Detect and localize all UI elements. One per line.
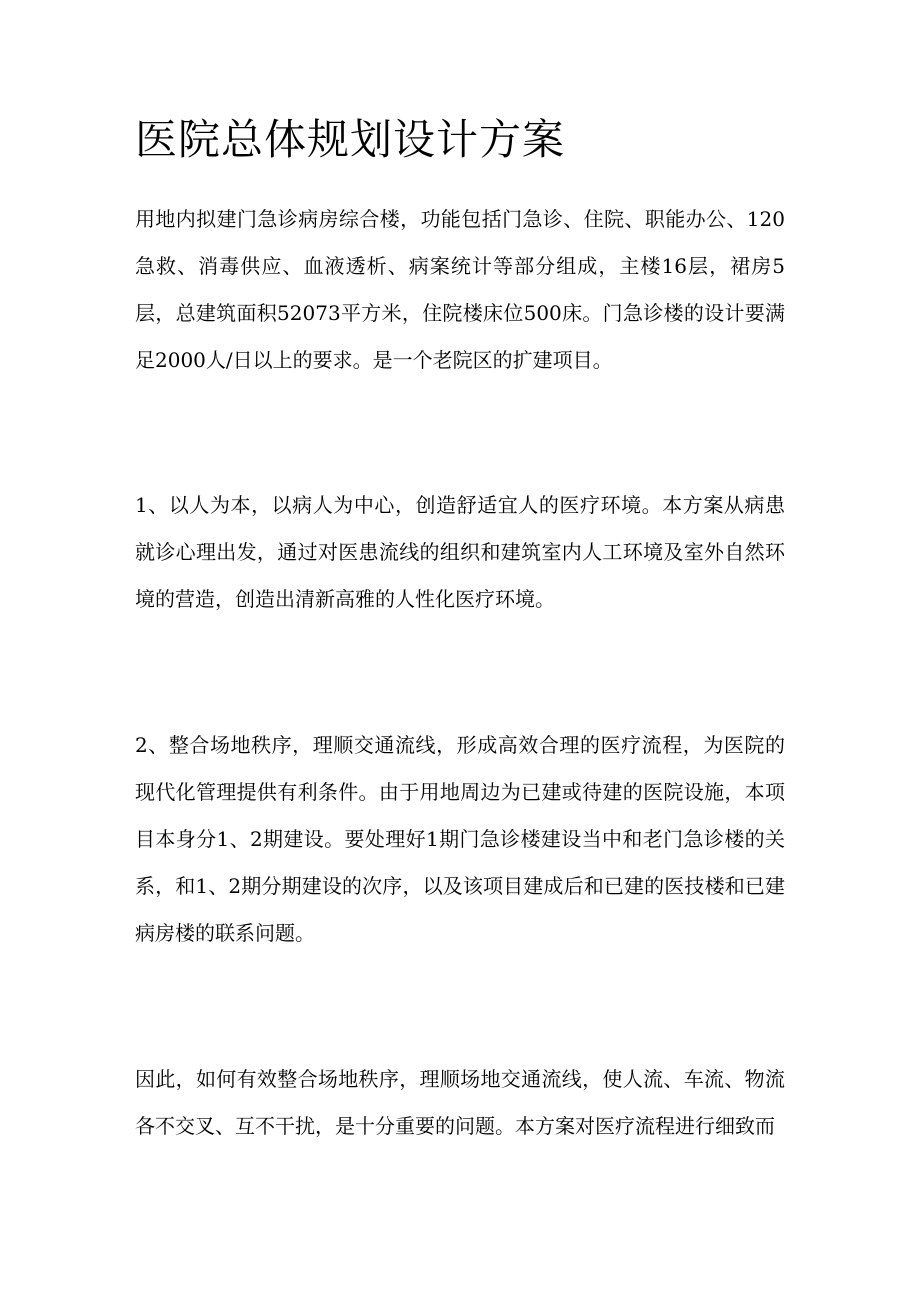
paragraph-conclusion: 因此，如何有效整合场地秩序，理顺场地交通流线，使人流、车流、物流各不交叉、互不干扰，是十分重要的问题。本方案对医疗流程进行细致而 [135,1067,785,1138]
document-title: 医院总体规划设计方案 [135,115,566,164]
paragraph-principle-1: 1、以人为本，以病人为中心，创造舒适宜人的医疗环境。本方案从病患就诊心理出发，通过对医患流线的组织和建筑室内人工环境及室外自然环境的营造，创造出清新高雅的人性化医疗环境。 [135,493,785,611]
paragraph-project-overview: 用地内拟建门急诊病房综合楼，功能包括门急诊、住院、职能办公、120急救、消毒供应、血液透析、病案统计等部分组成，主楼16层，裙房5层，总建筑面积52073平方米，住院楼床位500床。门急诊楼的设计要满足2000人/日以上的要求。是一个老院区的扩建项目。 [135,207,785,372]
paragraph-principle-2: 2、整合场地秩序，理顺交通流线，形成高效合理的医疗流程，为医院的现代化管理提供有利条件。由于用地周边为已建或待建的医院设施，本项目本身分1、2期建设。要处理好1期门急诊楼建设当中和老门急诊楼的关系，和1、2期分期建设的次序，以及该项目建成后和已建的医技楼和已建病房楼的联系问题。 [135,733,785,945]
